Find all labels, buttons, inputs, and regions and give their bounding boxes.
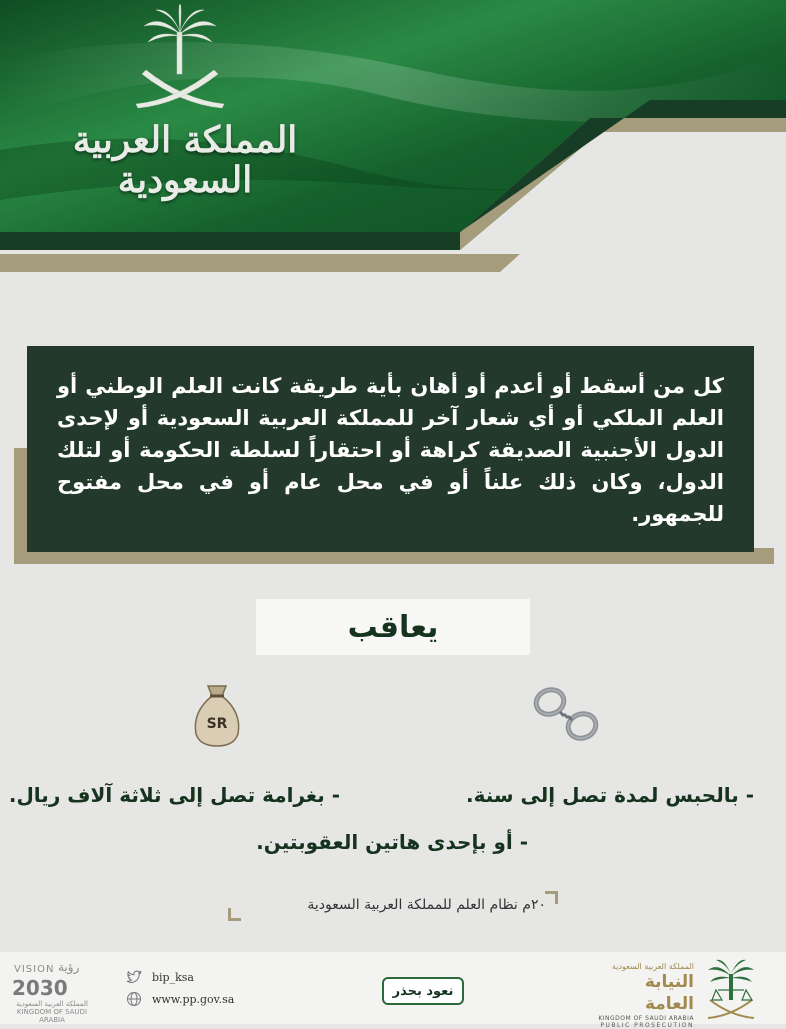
hashtag-badge: نعود بحذر xyxy=(382,977,464,1005)
twitter-icon xyxy=(126,969,142,985)
org-name-block xyxy=(594,962,694,1029)
bracket-top-right xyxy=(545,891,558,904)
public-prosecution-emblem xyxy=(702,958,760,1020)
money-bag-icon xyxy=(190,682,244,748)
social-links xyxy=(126,966,234,1010)
notice-text: كل من أسقط أو أعدم أو أهان بأية طريقة كانت العلم الوطني أو العلم الملكي أو أي شعار آخر للمملكة العربية السعودية أو لإحدى الدول الأجنبية الصديقة كراهة أو احتقاراً لسلطة الحكومة أو لتلك الدول، وكان ذلك علناً أو في محل عام أو في محل مفتوح للجمهور. xyxy=(57,374,724,526)
org-name-en: PUBLIC PROSECUTION xyxy=(600,1022,694,1029)
footer xyxy=(0,952,786,1029)
website-url: www.pp.gov.sa xyxy=(152,992,235,1006)
globe-icon xyxy=(126,991,142,1007)
penalty-prison: - بالحبس لمدة تصل إلى سنة. xyxy=(466,783,754,807)
vision-year: 2030 xyxy=(12,976,68,1000)
vision-subtitle: المملكة العربية السعودية KINGDOM OF SAUDI ARABIA xyxy=(16,1000,88,1024)
punishment-title: يعاقب xyxy=(347,609,439,645)
twitter-link[interactable] xyxy=(126,966,234,988)
vision-label: VISION xyxy=(14,964,55,975)
website-link[interactable] xyxy=(126,988,234,1010)
vision-2030-logo xyxy=(10,960,90,1024)
notice-box xyxy=(27,346,754,552)
bracket-bottom-left xyxy=(228,908,241,921)
org-name-ar: النيابة العامة xyxy=(644,972,694,1014)
org-kingdom-en: KINGDOM OF SAUDI ARABIA xyxy=(598,1015,694,1022)
org-kingdom-ar: المملكة العربية السعودية xyxy=(611,962,694,971)
punishment-title-box xyxy=(256,599,530,655)
penalty-either: - أو بإحدى هاتين العقوبتين. xyxy=(256,830,528,854)
kingdom-calligraphy: المملكة العربية السعودية xyxy=(72,119,298,201)
handcuffs-icon xyxy=(530,682,602,744)
law-reference xyxy=(228,891,558,921)
palm-swords-emblem xyxy=(130,4,230,114)
law-reference-text: ٢٠م نظام العلم للمملكة العربية السعودية xyxy=(307,897,546,913)
twitter-handle: bip_ksa xyxy=(152,970,194,984)
vision-label-ar: رؤية xyxy=(58,960,80,974)
money-bag-label: SR xyxy=(206,716,228,732)
penalty-fine: - بغرامة تصل إلى ثلاثة آلاف ريال. xyxy=(8,783,340,807)
